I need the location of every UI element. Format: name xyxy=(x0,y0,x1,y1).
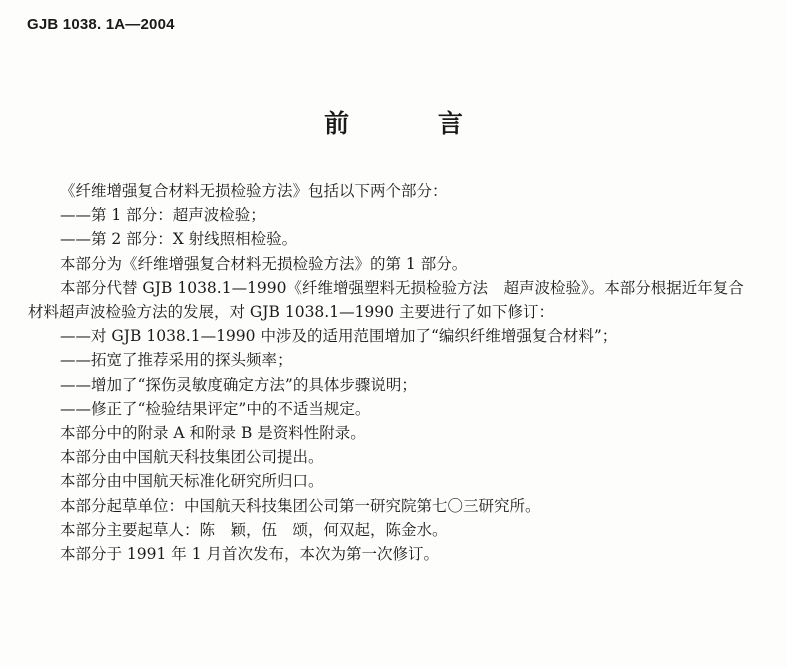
list-item-part1: ——第 1 部分：超声波检验； xyxy=(60,206,266,225)
list-item-part2: ——第 2 部分：X 射线照相检验。 xyxy=(60,230,298,249)
list-item-revision-2: ——拓宽了推荐采用的探头频率； xyxy=(60,351,293,370)
paragraph-replacement-continued: 材料超声波检验方法的发展，对 GJB 1038.1—1990 主要进行了如下修订： xyxy=(28,303,554,322)
list-item-revision-1: ——对 GJB 1038.1—1990 中涉及的适用范围增加了“编织纤维增强复合材料”； xyxy=(60,327,618,346)
paragraph-replacement: 本部分代替 GJB 1038.1—1990《纤维增强塑料无损检验方法 超声波检验》。本部分根据近年复合 xyxy=(60,278,744,297)
paragraph-drafting-unit: 本部分起草单位：中国航天科技集团公司第一研究院第七〇三研究所。 xyxy=(60,496,541,515)
list-item-revision-4: ——修正了“检验结果评定”中的不适当规定。 xyxy=(60,399,371,418)
standard-code: GJB 1038. 1A—2004 xyxy=(27,16,175,33)
paragraph-scope: 《纤维增强复合材料无损检验方法》包括以下两个部分： xyxy=(60,182,448,200)
paragraph-administrator: 本部分由中国航天标准化研究所归口。 xyxy=(60,472,324,491)
paragraph-proposer: 本部分由中国航天科技集团公司提出。 xyxy=(60,448,324,467)
paragraph-publication: 本部分于 1991 年 1 月首次发布，本次为第一次修订。 xyxy=(60,545,440,564)
foreword-body xyxy=(28,179,760,566)
paragraph-annex: 本部分中的附录 A 和附录 B 是资料性附录。 xyxy=(60,424,366,443)
page-title: 前 言 xyxy=(324,109,503,138)
list-item-revision-3: ——增加了“探伤灵敏度确定方法”的具体步骤说明； xyxy=(60,375,417,394)
paragraph-part-statement: 本部分为《纤维增强复合材料无损检验方法》的第 1 部分。 xyxy=(60,254,468,273)
paragraph-drafters: 本部分主要起草人：陈 颖，伍 颂，何双起，陈金水。 xyxy=(60,520,448,539)
